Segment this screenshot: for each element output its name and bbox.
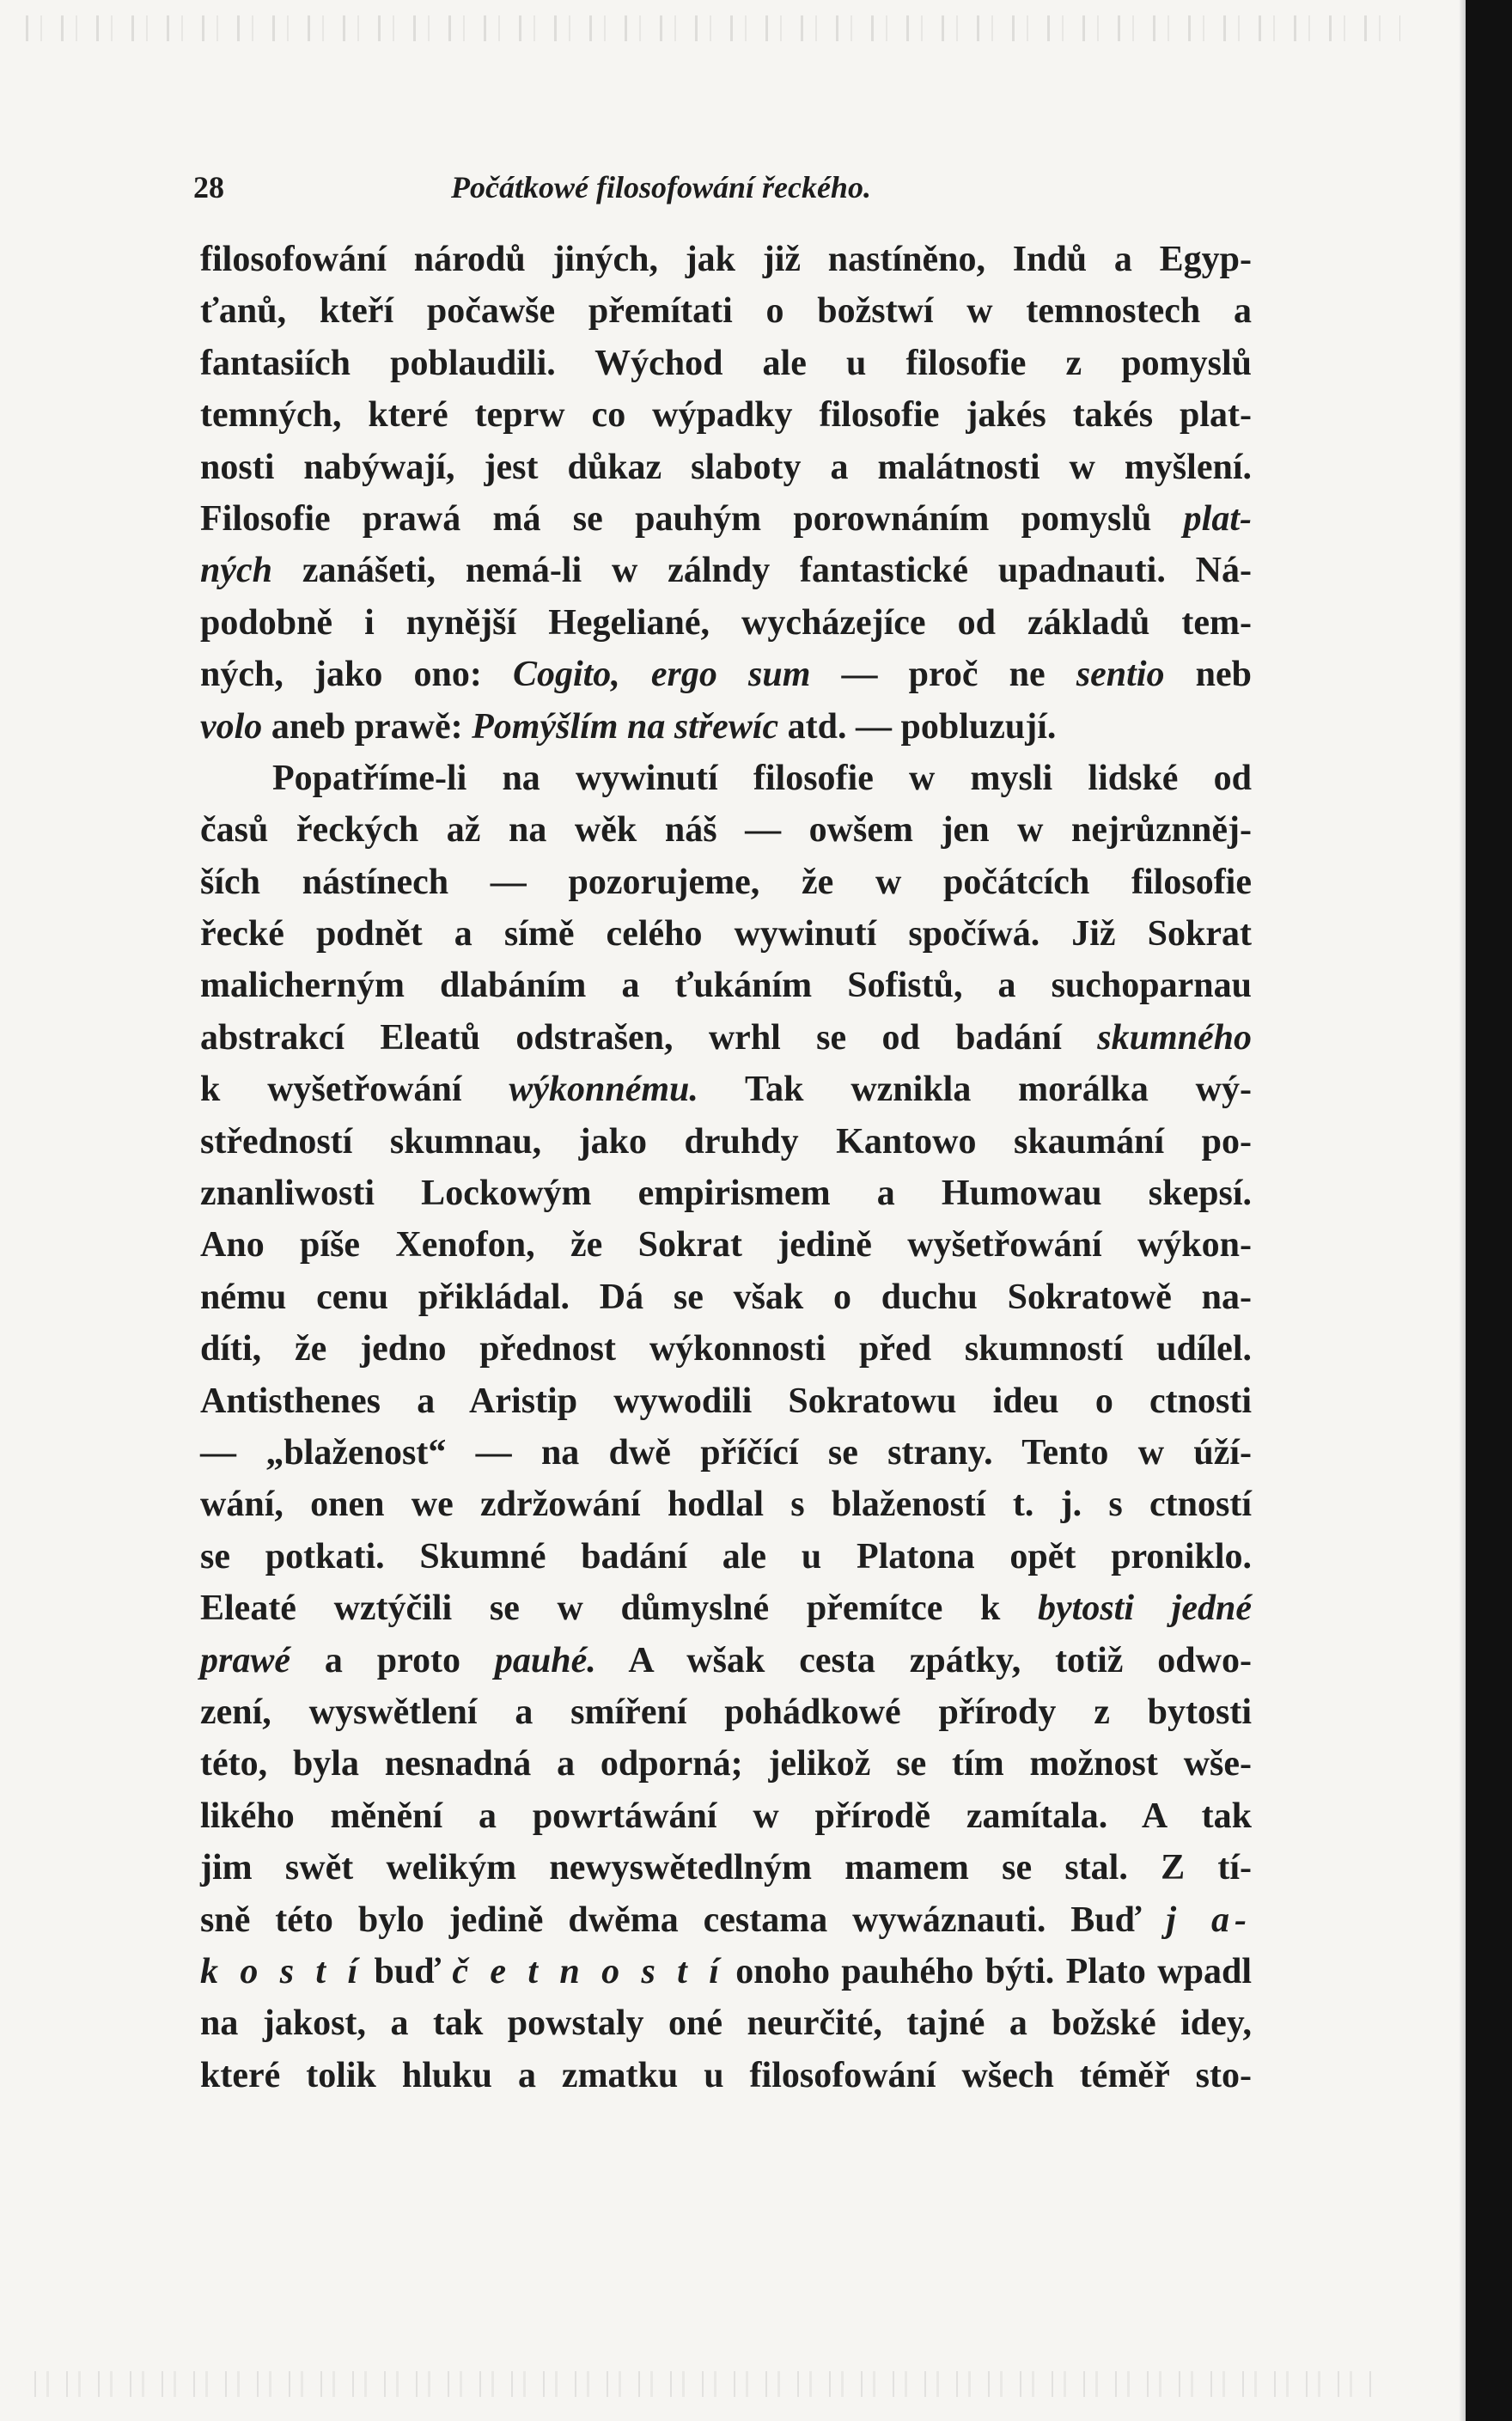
- text-line: [200, 649, 1252, 700]
- text-segment: likého měnění a powrtáwání w přírodě zamítala. A tak: [200, 1796, 1252, 1836]
- text-line: [200, 1479, 1252, 1530]
- text-segment: podobně i nynější Hegeliané, wycházejíce od základů tem-: [200, 602, 1252, 643]
- italic-text-segment: volo: [200, 706, 263, 747]
- italic-text-segment: Pomýšlím na střewíc: [472, 706, 779, 747]
- text-line: [200, 1012, 1252, 1064]
- text-line: [200, 1946, 1252, 1997]
- text-segment: Ano píše Xenofon, že Sokrat jedině wyšetřowání wýkon-: [200, 1225, 1252, 1265]
- text-segment: abstrakcí Eleatů odstrašen, wrhl se od badání: [200, 1017, 1098, 1058]
- text-line: [200, 1842, 1252, 1894]
- scan-noise-bottom: [34, 2371, 1375, 2397]
- text-segment: Popatříme-li na wywinutí filosofie w mysli lidské od: [272, 758, 1252, 798]
- text-segment: wání, onen we zdržowání hodlal s blažeností t. j. s ctností: [200, 1485, 1252, 1525]
- text-line: [200, 1219, 1252, 1271]
- text-segment: buď: [363, 1951, 453, 1991]
- text-line: [200, 960, 1252, 1011]
- text-segment: Tak wznikla morálka wý-: [698, 1070, 1252, 1110]
- text-segment: Antisthenes a Aristip wywodili Sokratowu ideu o ctnosti: [200, 1381, 1252, 1421]
- text-segment: časů řeckých až na wěk náš — owšem jen w nejrůznněj-: [200, 810, 1252, 851]
- italic-text-segment: bytosti jedné: [1038, 1589, 1252, 1629]
- italic-text-segment: pauhé.: [494, 1640, 596, 1680]
- text-line: [200, 1531, 1252, 1582]
- text-segment: středností skumnau, jako druhdy Kantowo skaumání po-: [200, 1121, 1252, 1162]
- italic-text-segment: ných: [200, 551, 272, 591]
- text-segment: filosofowání národů jiných, jak již nastíněno, Indů a Egyp-: [200, 240, 1252, 279]
- text-line: [200, 1064, 1252, 1115]
- text-segment: A wšak cesta zpátky, totiž odwo-: [595, 1640, 1252, 1680]
- text-line: [200, 2050, 1252, 2101]
- italic-text-segment: j a-: [1166, 1900, 1252, 1940]
- scan-noise-top: [26, 15, 1400, 41]
- page-edge-shadow: [1459, 0, 1466, 2421]
- body-text: [200, 234, 1252, 2101]
- text-segment: — proč ne: [810, 655, 1076, 695]
- italic-text-segment: skumného: [1097, 1017, 1252, 1058]
- text-line: [200, 1997, 1252, 2049]
- text-line: [200, 1168, 1252, 1219]
- text-segment: na jakost, a tak powstaly oné neurčité, tajné a božské idey,: [200, 2003, 1252, 2044]
- text-segment: a proto: [290, 1640, 495, 1680]
- text-segment: ťanů, kteří počawše přemítati o božstwí w temnostech a: [200, 291, 1252, 332]
- text-segment: k wyšetřowání: [200, 1070, 509, 1110]
- text-line: [200, 1427, 1252, 1479]
- text-segment: ších nástínech — pozorujeme, že w počátcích filosofie: [200, 862, 1252, 902]
- text-line: [200, 701, 1252, 753]
- text-segment: znanliwosti Lockowým empirismem a Humowau skepsí.: [200, 1174, 1252, 1214]
- italic-text-segment: k o s t í: [200, 1951, 363, 1991]
- text-segment: jim swět welikým newyswětedlným mamem se stal. Z tí-: [200, 1848, 1252, 1888]
- text-segment: řecké podnět a símě celého wywinutí spočíwá. Již Sokrat: [200, 914, 1252, 954]
- text-line: [200, 1738, 1252, 1790]
- italic-text-segment: plat-: [1183, 498, 1252, 539]
- text-line: [200, 1686, 1252, 1738]
- text-segment: malicherným dlabáním a ťukáním Sofistů, a suchoparnau: [200, 966, 1252, 1006]
- text-segment: temných, které teprw co wýpadky filosofie jakés takés plat-: [200, 395, 1252, 436]
- italic-text-segment: č e t n o s t í: [452, 1951, 724, 1991]
- italic-text-segment: prawé: [200, 1640, 290, 1680]
- text-segment: Eleaté wztýčili se w důmyslné přemítce k: [200, 1589, 1039, 1629]
- italic-text-segment: Cogito, ergo sum: [512, 655, 811, 695]
- text-segment: — „blaženost“ — na dwě příčící se strany. Tento w úží-: [200, 1432, 1252, 1473]
- text-line: [200, 389, 1252, 441]
- running-title: Počátkowé filosofowání řeckého.: [451, 170, 871, 204]
- text-segment: ných, jako ono:: [200, 655, 513, 695]
- text-segment: neb: [1164, 655, 1252, 695]
- text-line: [200, 493, 1252, 545]
- text-line: [200, 1635, 1252, 1686]
- text-line: [200, 1375, 1252, 1427]
- text-segment: které tolik hluku a zmatku u filosofowání wšech téměř sto-: [200, 2055, 1252, 2095]
- text-line: [200, 234, 1252, 285]
- text-segment: díti, že jedno přednost wýkonnosti před skumností udílel.: [200, 1329, 1252, 1369]
- text-segment: aneb prawě:: [262, 706, 472, 747]
- italic-text-segment: wýkonnému.: [509, 1070, 698, 1110]
- text-segment: zanášeti, nemá-li w zálndy fantastické upadnauti. Ná-: [272, 551, 1252, 591]
- text-line: [200, 1582, 1252, 1634]
- text-line: [200, 597, 1252, 649]
- text-line: [200, 1323, 1252, 1375]
- text-line: [200, 804, 1252, 856]
- text-line: [200, 1790, 1252, 1842]
- text-line: [200, 753, 1252, 804]
- text-segment: Filosofie prawá má se pauhým porownáním pomyslů: [200, 498, 1184, 539]
- text-line: [200, 857, 1252, 908]
- scan-border-band: [1466, 0, 1512, 2421]
- text-line: [200, 285, 1252, 337]
- text-segment: atd. — pobluzují.: [778, 706, 1057, 747]
- text-line: [200, 338, 1252, 389]
- text-segment: se potkati. Skumné badání ale u Platona opět proniklo.: [200, 1536, 1252, 1576]
- text-segment: nosti nabýwají, jest důkaz slaboty a malátnosti w myšlení.: [200, 447, 1252, 487]
- text-segment: onoho pauhého býti. Plato wpadl: [723, 1951, 1252, 1991]
- text-segment: této, byla nesnadná a odporná; jelikož se tím možnost wše-: [200, 1744, 1252, 1784]
- page-header: [193, 169, 1267, 221]
- text-line: [200, 908, 1252, 960]
- text-segment: sně této bylo jedině dwěma cestama wywáznauti. Buď: [200, 1900, 1167, 1940]
- text-line: [200, 442, 1252, 493]
- text-segment: nému cenu přikládal. Dá se však o duchu Sokratowě na-: [200, 1277, 1252, 1317]
- text-line: [200, 545, 1252, 596]
- italic-text-segment: sentio: [1076, 655, 1165, 695]
- text-line: [200, 1116, 1252, 1168]
- text-line: [200, 1271, 1252, 1323]
- text-segment: zení, wyswětlení a smíření pohádkowé přírody z bytosti: [200, 1692, 1252, 1732]
- text-segment: fantasiích poblaudili. Wýchod ale u filosofie z pomyslů: [200, 343, 1252, 383]
- page-number: 28: [193, 170, 224, 204]
- text-line: [200, 1894, 1252, 1946]
